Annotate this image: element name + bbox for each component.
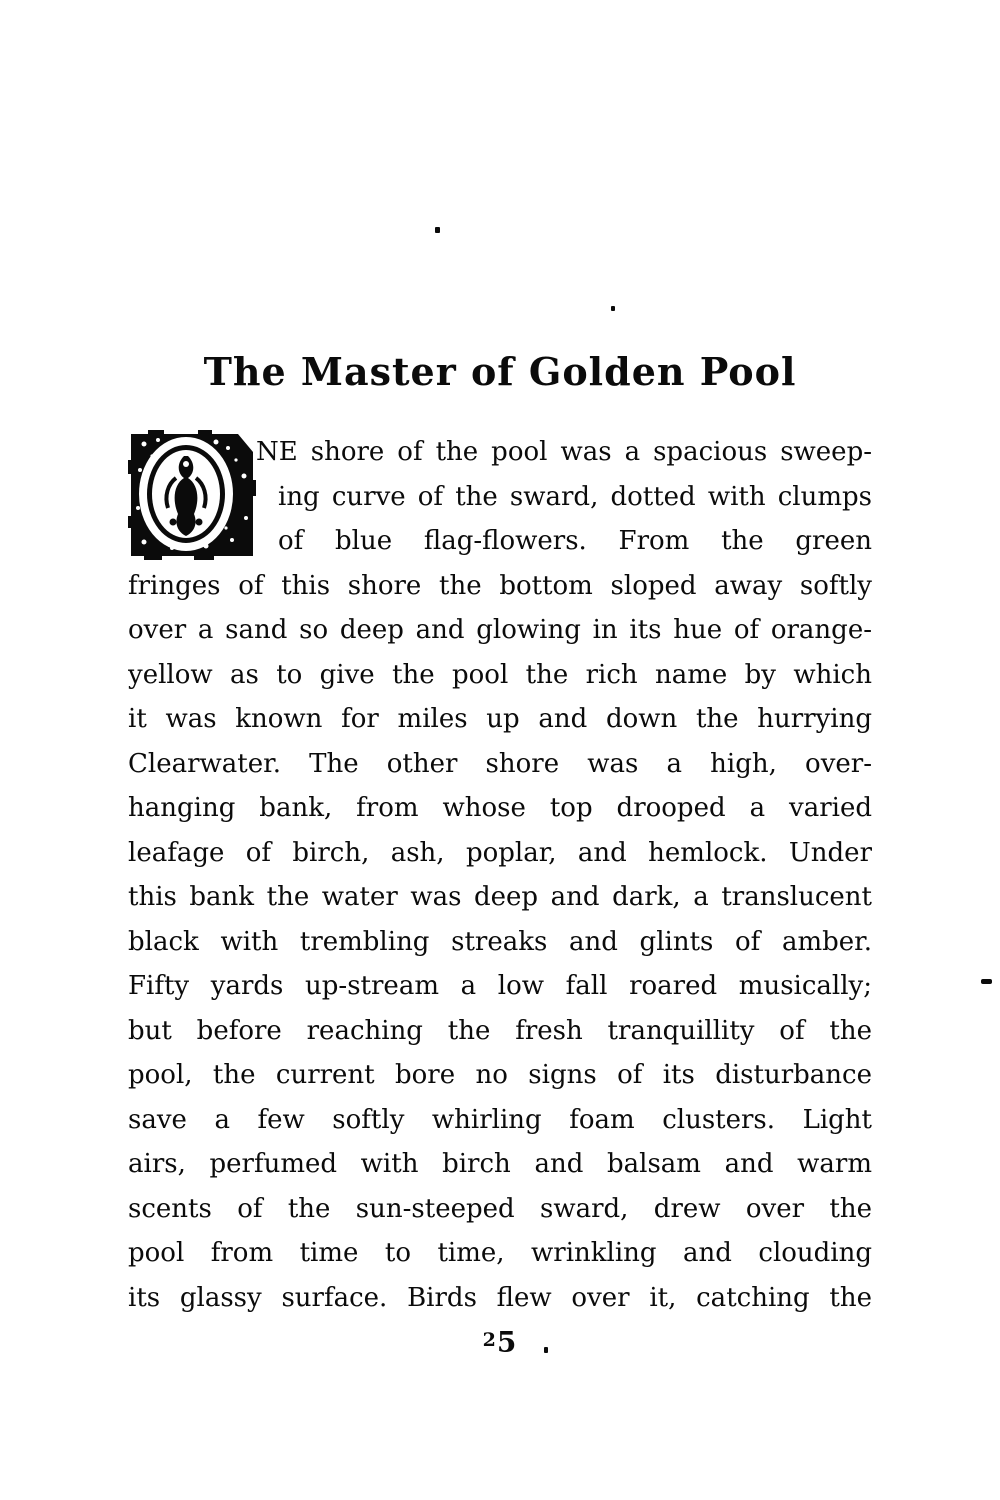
text-line: Clearwater. The other shore was a high, over-: [128, 748, 872, 779]
text-line: leafage of birch, ash, poplar, and hemlock. Under: [128, 837, 872, 868]
text-line: NE shore of the pool was a spacious sweep-: [256, 437, 872, 467]
drop-cap: [128, 430, 256, 560]
text-line: yellow as to give the pool the rich name by which: [128, 659, 872, 690]
page-number: 25: [482, 1325, 518, 1359]
text-line: ing curve of the sward, dotted with clumps: [278, 481, 872, 512]
body-text: [128, 430, 872, 1320]
text-line: scents of the sun-steeped sward, drew over the: [128, 1193, 872, 1224]
text-line: hanging bank, from whose top drooped a varied: [128, 793, 872, 823]
text-line: its glassy surface. Birds flew over it, catching the: [128, 1282, 872, 1313]
text-line: airs, perfumed with birch and balsam and warm: [128, 1149, 872, 1179]
text-line: of blue flag-flowers. From the green: [278, 526, 872, 556]
text-line: pool from time to time, wrinkling and clouding: [128, 1238, 872, 1268]
text-line: Fifty yards up-stream a low fall roared musically;: [128, 971, 872, 1001]
text-line: but before reaching the fresh tranquillity of the: [128, 1015, 872, 1046]
text-line: save a few softly whirling foam clusters. Light: [128, 1104, 872, 1135]
text-line: pool, the current bore no signs of its disturbance: [128, 1060, 872, 1090]
ink-speck: [611, 306, 615, 311]
ink-speck: [435, 227, 440, 233]
text-line: over a sand so deep and glowing in its hue of orange-: [128, 615, 872, 645]
text-line: black with trembling streaks and glints of amber.: [128, 926, 872, 957]
drop-cap-ornament-icon: [128, 430, 256, 560]
text-line: it was known for miles up and down the hurrying: [128, 704, 872, 734]
chapter-title: The Master of Golden Pool: [203, 349, 797, 394]
text-line: fringes of this shore the bottom sloped away softly: [128, 570, 872, 601]
text-line: this bank the water was deep and dark, a translucent: [128, 882, 872, 912]
ink-speck: [981, 979, 992, 984]
text-lines: [128, 430, 872, 1320]
